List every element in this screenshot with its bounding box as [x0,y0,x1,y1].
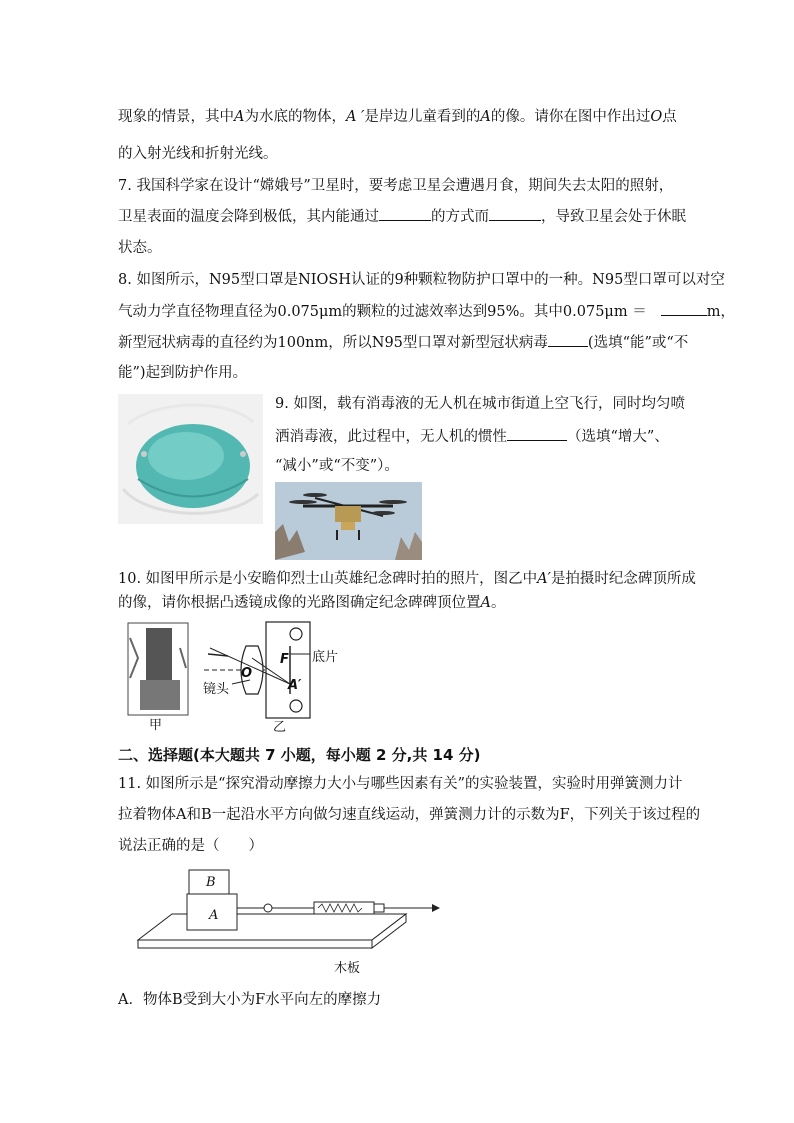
q9-blank[interactable] [507,426,567,441]
q6-line1: 现象的情景，其中A为水底的物体，A ′是岸边儿童看到的A的像。请你在图中作出过O点 [118,109,677,125]
q8-blank-2[interactable] [548,332,588,347]
fig-label-B: B [206,875,216,890]
q8-line2: 气动力学直径物理直径为0.075μm的颗粒的过滤效率达到95%。其中0.075μm ＝ m， [118,301,735,322]
section-heading: 二、选择题(本大题共 7 小题，每小题 2 分,共 14 分) [118,746,481,764]
fig-label-dipian: 底片 [312,650,339,665]
q11-line3: 说法正确的是（ ） [118,838,263,854]
fig-label-board: 木板 [334,961,361,976]
fig-label-A: A [209,908,219,923]
fig-label-Aprime: A′ [288,678,302,693]
friction-figure [132,866,442,956]
fig-label-F: F [280,652,289,667]
q11-line2: 拉着物体A和B一起沿水平方向做匀速直线运动，弹簧测力计的示数为F，下列关于该过程的 [118,807,701,823]
q8-line1: 8. 如图所示，N95型口罩是NIOSH认证的9种颗粒物防护口罩中的一种。N95型口罩可以对空 [118,272,725,288]
q11-option-a[interactable]: A．物体B受到大小为F水平向左的摩擦力 [118,992,382,1008]
q11-line1: 11. 如图所示是“探究滑动摩擦力大小与哪些因素有关”的实验装置，实验时用弹簧测力计 [118,776,683,792]
q7-line2: 卫星表面的温度会降到极低，其内能通过 的方式而 ，导致卫星会处于休眠 [118,206,686,227]
q7-blank-2[interactable] [489,206,541,221]
q9-line1: 9. 如图，载有消毒液的无人机在城市街道上空飞行，同时均匀喷 [275,396,685,412]
q7-blank-1[interactable] [379,206,431,221]
q7-line1: 7. 我国科学家在设计“嫦娥号”卫星时，要考虑卫星会遭遇月食，期间失去太阳的照射， [118,178,674,194]
q8-line3: 新型冠状病毒的直径约为100nm，所以N95型口罩对新型冠状病毒 (选填“能”或“不 [118,332,688,353]
n95-mask-image [118,394,263,524]
drone-image [275,482,422,560]
fig-label-yi: 乙 [273,720,287,735]
q8-line4: 能”)起到防护作用。 [118,365,248,381]
fig-label-O: O [241,666,253,681]
q8-blank-1[interactable] [661,301,707,316]
fig-label-jingtou: 镜头 [203,682,230,697]
q7-line3: 状态。 [118,240,162,256]
q10-line1: 10. 如图甲所示是小安瞻仰烈士山英雄纪念碑时拍的照片，图乙中A′是拍摄时纪念碑顶所成 [118,571,696,587]
q9-line2: 洒消毒液，此过程中，无人机的惯性 （选填“增大”、 [275,426,669,447]
q6-line2: 的入射光线和折射光线。 [118,146,278,162]
q9-line3: “减小”或“不变”）。 [275,458,399,474]
fig-label-jia: 甲 [149,718,163,733]
q10-line2: 的像，请你根据凸透镜成像的光路图确定纪念碑碑顶位置A。 [118,595,506,611]
